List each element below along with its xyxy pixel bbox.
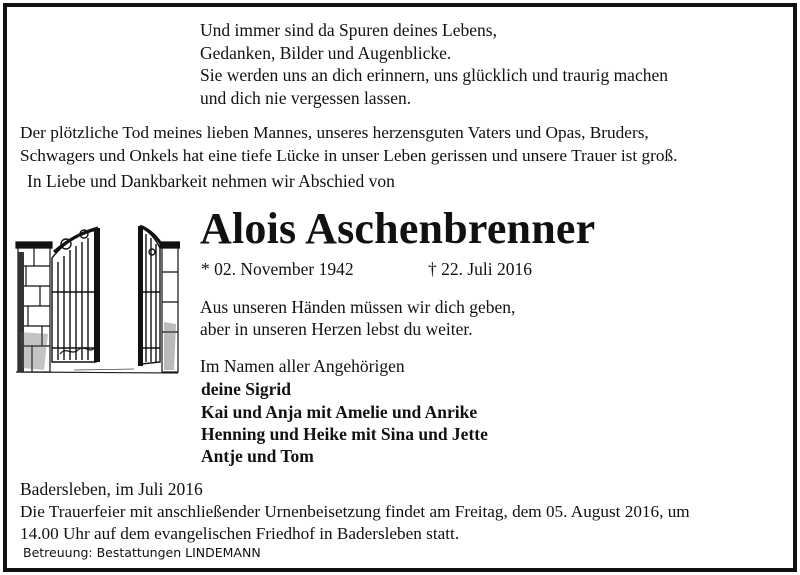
verse-line-1: Aus unseren Händen müssen wir dich geben, — [200, 297, 516, 317]
mourner-line-1: deine Sigrid — [201, 379, 291, 399]
mourners-heading: Im Namen aller Angehörigen — [200, 356, 405, 376]
funeral-line-1: Die Trauerfeier mit anschließender Urnenbeisetzung findet am Freitag, dem 05. August 2016, um — [20, 502, 690, 521]
birth-date: * 02. November 1942 — [201, 259, 354, 279]
undertaker-note: Betreuung: Bestattungen LINDEMANN — [23, 545, 261, 560]
poem-line-1: Und immer sind da Spuren deines Lebens, — [200, 20, 497, 40]
deceased-name: Alois Aschenbrenner — [200, 204, 596, 253]
mourner-line-3: Henning und Heike mit Sina und Jette — [201, 424, 488, 444]
poem-line-2: Gedanken, Bilder und Augenblicke. — [200, 43, 452, 63]
poem-line-3: Sie werden uns an dich erinnern, uns glücklich und traurig machen — [200, 65, 668, 85]
funeral-line-2: 14.00 Uhr auf dem evangelischen Friedhof in Badersleben statt. — [20, 524, 460, 543]
farewell-intro: In Liebe und Dankbarkeit nehmen wir Abschied von — [27, 171, 395, 191]
announcement-line-1: Der plötzliche Tod meines lieben Mannes, unseres herzensguten Vaters und Opas, Bruders, — [20, 123, 649, 142]
open-gate-icon — [14, 222, 180, 376]
death-date: † 22. Juli 2016 — [428, 259, 533, 279]
poem-line-4: und dich nie vergessen lassen. — [200, 88, 412, 108]
place-date: Badersleben, im Juli 2016 — [20, 479, 203, 499]
verse-line-2: aber in unseren Herzen lebst du weiter. — [200, 319, 473, 339]
mourner-line-4: Antje und Tom — [201, 446, 314, 466]
announcement-line-2: Schwagers und Onkels hat eine tiefe Lücke in unser Leben gerissen und unsere Trauer ist groß. — [20, 146, 678, 165]
mourner-line-2: Kai und Anja mit Amelie und Anrike — [201, 402, 478, 422]
